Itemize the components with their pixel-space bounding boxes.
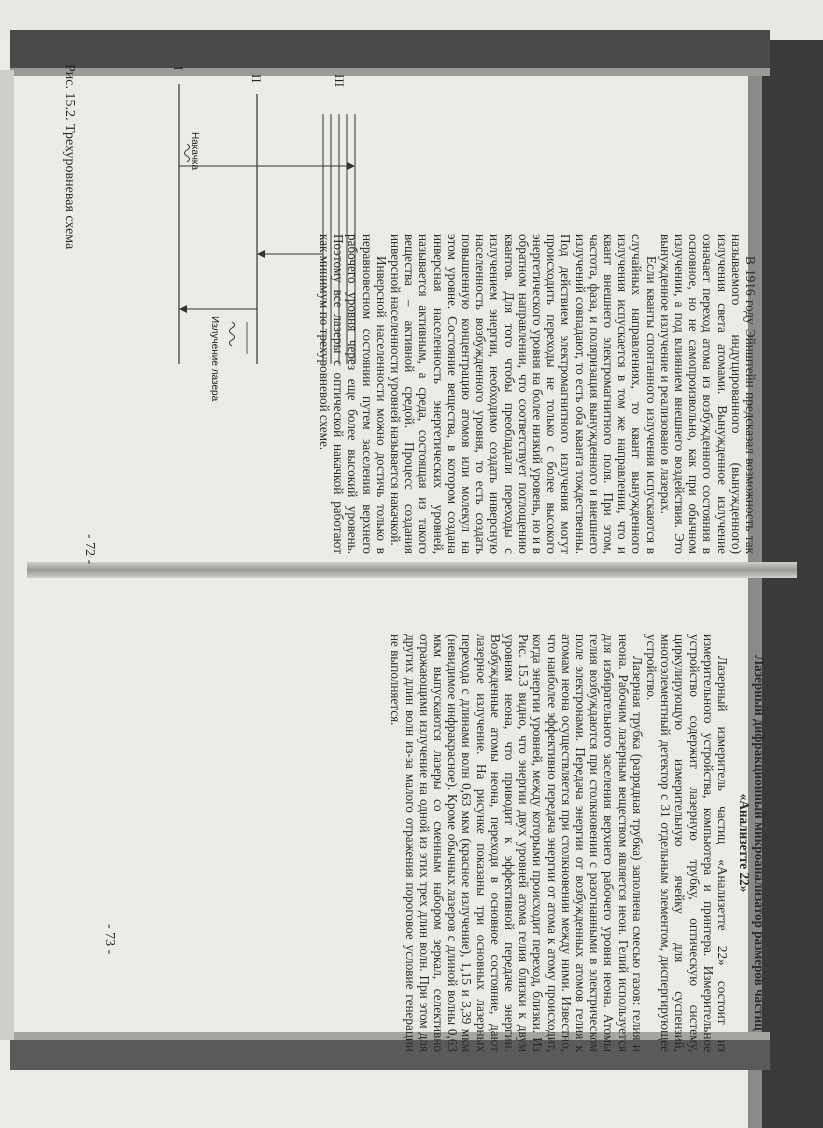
paragraph: В 1916 году Эйнштейн предсказал возможность так называемого индуцированного (вынужденного) излучения света атомами. Вынужденное излучение означает переход атома из возбужденного состояния в основное, но не самопроизвольно, как при обычном излучении, а под влиянием внешнего воздействия. Это вынужденное излучение и реализовано в лазерах. <box>657 234 758 554</box>
paragraph: Если кванты спонтанного излучения испускаются в случайных направлениях, то квант вынужденного излучения испускается в том же направлении, что и квант внешнего электромагнитного поля. При этом, частота, фаза, и поляризация вынужденного и внешнего излучений совпадают, то есть оба кванта тождественны. Под действием электромагнитного излучения могут происходить переходы не только с более высокого энергетического уровня на более низкий уровень, но и в обратном направлении, что соответствует поглощению квантов. Для того чтобы преобладали переходы с излучением энергии, необходимо создать инверсную населенность возбужденного уровня, то есть создать повышенную концентрацию атомов или молекул на этом уровне. Состояние вещества, в котором создана инверсная населенность энергетических уровней, называется активным, а среда, состоящая из такого вещества – активной средой. Процесс создания инверсной населенности уровней называется накачкой. <box>387 234 659 554</box>
level-label-iii: III <box>331 74 347 87</box>
energy-level-diagram <box>107 54 377 414</box>
laser-arrowhead <box>179 305 187 313</box>
page-72 <box>27 34 797 574</box>
page-72-text <box>316 234 756 554</box>
pump-arrowhead <box>347 162 355 170</box>
three-level-diagram <box>61 54 377 414</box>
pump-label: Накачка <box>188 132 200 171</box>
level-label-i: I <box>170 66 186 71</box>
level-label-ii: II <box>248 74 264 83</box>
page-number: - 73 - <box>101 924 117 955</box>
figure-caption: Рис. 15.2. Трехуровневая схема <box>61 64 77 250</box>
page-number: - 72 - <box>81 534 97 565</box>
paragraph: Лазерная трубка (разрядная трубка) заполнена смесью газов: гелия и неона. Рабочим лазерным веществом является неон. Гелий используется для избирательного заселения верхнего рабочего уровня неона. Атомы гелия возбуждаются при столкновении с разогнанными в электрическом поле электронами. Передача энергии от возбужденных атомов гелия к атомам неона осуществляется при столкновении между ними. Известно, что наиболее эффективно передача энергии от атома к атому происходит, когда энергии уровней, между которыми происходит переход, близки. Из Рис. 15.3 видно, что энергии двух уровней атома гелия близки к двум уровням неона, что приводит к эффективной передаче энергии. Возбужденные атомы неона, переходя в основное состояние, дают лазерное излучение. На рисунке показаны три основных лазерных перехода с длинами волн 0,63 мкм (красное излучение), 1,15 и 3,39 мкм (невидимое инфракрасное). Кроме обычных лазеров с длиной волны 0,63 мкм выпускаются лазеры со сменным набором зеркал, селективно отражающими излучение на одной из этих трех длин волн. При этом для других длин волн из-за малого отражения пороговое условие генерации не выполняется. <box>387 634 645 1052</box>
page-73 <box>27 574 797 1094</box>
paragraph: Лазерный измеритель частиц «Анализетте 22» состоит из измерительного устройства, компьютера и принтера. Измерительное устройство содержит лазерную трубку, оптическую систему, циркулирующую измерительную ячейку для суспензий, многоэлементный детектор с 31 отдельным элементом, диспергирующее устройство. <box>643 634 730 1052</box>
book-spread <box>27 34 797 1094</box>
laser-wave-icon <box>229 322 234 346</box>
page-73-text <box>388 634 767 1052</box>
relaxation-arrowhead <box>257 250 265 258</box>
section-heading: Лазерный дифракционный микроанализатор размеров частиц «Анализетте 22» <box>736 655 767 1031</box>
laser-label: Излучение лазера <box>208 316 220 402</box>
paragraph: Инверсной населенности можно достичь только в неравновесном состоянии путем заселения верхнего рабочего уровня через еще более высокий уровень. Поэтому все лазеры с оптической накачкой работают как минимум по трехуровневой схеме. <box>316 234 389 554</box>
